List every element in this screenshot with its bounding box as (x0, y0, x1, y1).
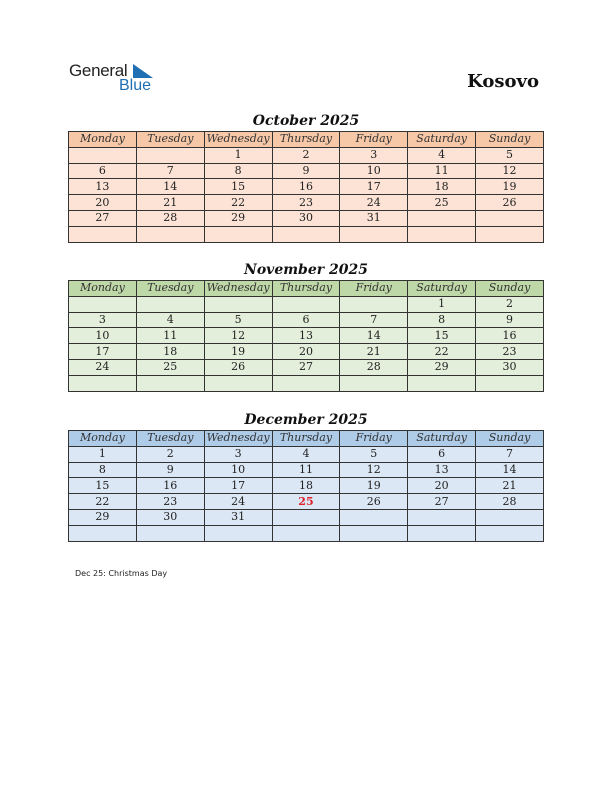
day-cell: 2 (272, 147, 340, 163)
day-cell (69, 296, 137, 312)
day-cell (204, 525, 272, 541)
day-cell: 25 (408, 195, 476, 211)
general-blue-logo (69, 60, 169, 96)
day-cell: 31 (204, 509, 272, 525)
week-row (69, 195, 544, 211)
week-row (69, 344, 544, 360)
day-cell: 18 (272, 478, 340, 494)
day-cell: 1 (408, 296, 476, 312)
day-cell: 1 (204, 147, 272, 163)
logo-text-blue: Blue (119, 77, 152, 94)
day-cell: 10 (340, 163, 408, 179)
week-row (69, 359, 544, 375)
day-cell: 5 (204, 312, 272, 328)
day-cell: 12 (204, 328, 272, 344)
weekday-header: Monday (69, 431, 137, 447)
day-cell (136, 226, 204, 242)
weekday-header: Sunday (476, 281, 544, 297)
day-cell (136, 147, 204, 163)
weekday-header: Thursday (272, 431, 340, 447)
day-cell (69, 525, 137, 541)
weekday-header-row (69, 431, 544, 447)
day-cell: 17 (340, 179, 408, 195)
day-cell: 14 (476, 462, 544, 478)
calendar-table (68, 280, 544, 392)
weekday-header-row (69, 281, 544, 297)
day-cell: 5 (476, 147, 544, 163)
day-cell: 3 (340, 147, 408, 163)
day-cell: 28 (340, 359, 408, 375)
week-row (69, 296, 544, 312)
day-cell (69, 147, 137, 163)
weekday-header: Sunday (476, 132, 544, 148)
day-cell: 6 (272, 312, 340, 328)
day-cell: 16 (272, 179, 340, 195)
month-calendar-december (68, 410, 544, 542)
day-cell: 26 (204, 359, 272, 375)
day-cell (340, 509, 408, 525)
day-cell: 26 (340, 494, 408, 510)
day-cell: 7 (136, 163, 204, 179)
day-cell: 4 (272, 446, 340, 462)
day-cell: 30 (476, 359, 544, 375)
day-cell: 10 (69, 328, 137, 344)
day-cell: 22 (408, 344, 476, 360)
day-cell: 18 (136, 344, 204, 360)
weekday-header: Tuesday (136, 281, 204, 297)
day-cell: 23 (272, 195, 340, 211)
day-cell (136, 525, 204, 541)
day-cell: 5 (340, 446, 408, 462)
day-cell: 3 (69, 312, 137, 328)
day-cell (69, 375, 137, 391)
day-cell (476, 509, 544, 525)
week-row (69, 147, 544, 163)
day-cell: 31 (340, 210, 408, 226)
day-cell (272, 509, 340, 525)
day-cell: 30 (272, 210, 340, 226)
weekday-header: Thursday (272, 281, 340, 297)
week-row (69, 509, 544, 525)
week-row (69, 312, 544, 328)
day-cell (272, 525, 340, 541)
day-cell: 17 (69, 344, 137, 360)
week-row (69, 446, 544, 462)
day-cell: 23 (136, 494, 204, 510)
day-cell (340, 296, 408, 312)
day-cell (408, 226, 476, 242)
day-cell: 14 (136, 179, 204, 195)
day-cell: 21 (476, 478, 544, 494)
month-calendar-october (68, 111, 544, 243)
logo-triangle-icon (133, 64, 153, 78)
day-cell: 11 (136, 328, 204, 344)
weekday-header: Thursday (272, 132, 340, 148)
day-cell (476, 375, 544, 391)
week-row (69, 163, 544, 179)
month-title: November 2025 (244, 262, 368, 278)
day-cell: 30 (136, 509, 204, 525)
day-cell: 20 (408, 478, 476, 494)
day-cell: 13 (69, 179, 137, 195)
day-cell (136, 375, 204, 391)
day-cell: 15 (69, 478, 137, 494)
day-cell: 29 (69, 509, 137, 525)
day-cell: 4 (408, 147, 476, 163)
day-cell: 8 (204, 163, 272, 179)
month-title: October 2025 (252, 113, 360, 129)
day-cell (408, 375, 476, 391)
day-cell (204, 296, 272, 312)
day-cell (136, 296, 204, 312)
week-row (69, 525, 544, 541)
day-cell: 16 (476, 328, 544, 344)
holiday-note: Dec 25: Christmas Day (75, 569, 168, 578)
day-cell: 28 (136, 210, 204, 226)
weekday-header: Friday (340, 281, 408, 297)
day-cell: 18 (408, 179, 476, 195)
calendar-table (68, 430, 544, 542)
month-title: December 2025 (244, 412, 368, 428)
week-row (69, 226, 544, 242)
month-calendar-november (68, 260, 544, 392)
day-cell (272, 296, 340, 312)
day-cell: 27 (408, 494, 476, 510)
day-cell: 27 (69, 210, 137, 226)
day-cell: 19 (204, 344, 272, 360)
day-cell: 6 (69, 163, 137, 179)
weekday-header: Saturday (408, 281, 476, 297)
day-cell: 17 (204, 478, 272, 494)
day-cell: 9 (476, 312, 544, 328)
holiday-day-cell: 25 (272, 494, 340, 510)
weekday-header: Wednesday (204, 132, 272, 148)
week-row (69, 328, 544, 344)
weekday-header: Saturday (408, 431, 476, 447)
day-cell: 23 (476, 344, 544, 360)
weekday-header: Friday (340, 431, 408, 447)
day-cell: 24 (204, 494, 272, 510)
weekday-header: Sunday (476, 431, 544, 447)
day-cell: 9 (136, 462, 204, 478)
day-cell (69, 226, 137, 242)
day-cell: 2 (136, 446, 204, 462)
day-cell (272, 375, 340, 391)
day-cell (408, 509, 476, 525)
day-cell: 19 (476, 179, 544, 195)
day-cell: 21 (340, 344, 408, 360)
day-cell: 24 (340, 195, 408, 211)
country-title: Kosovo (467, 71, 539, 92)
weekday-header-row (69, 132, 544, 148)
day-cell: 26 (476, 195, 544, 211)
week-row (69, 179, 544, 195)
day-cell: 4 (136, 312, 204, 328)
day-cell: 11 (408, 163, 476, 179)
day-cell (204, 226, 272, 242)
day-cell (408, 210, 476, 226)
day-cell: 20 (69, 195, 137, 211)
day-cell: 15 (408, 328, 476, 344)
day-cell: 15 (204, 179, 272, 195)
day-cell (408, 525, 476, 541)
day-cell: 10 (204, 462, 272, 478)
day-cell: 27 (272, 359, 340, 375)
day-cell: 24 (69, 359, 137, 375)
logo-text-general: General (69, 61, 128, 80)
day-cell: 19 (340, 478, 408, 494)
weekday-header: Wednesday (204, 281, 272, 297)
day-cell: 12 (340, 462, 408, 478)
day-cell: 1 (69, 446, 137, 462)
week-row (69, 210, 544, 226)
day-cell: 14 (340, 328, 408, 344)
weekday-header: Saturday (408, 132, 476, 148)
weekday-header: Tuesday (136, 431, 204, 447)
day-cell: 28 (476, 494, 544, 510)
calendar-table (68, 131, 544, 243)
weekday-header: Friday (340, 132, 408, 148)
day-cell (272, 226, 340, 242)
day-cell: 20 (272, 344, 340, 360)
weekday-header: Monday (69, 281, 137, 297)
day-cell (476, 525, 544, 541)
week-row (69, 375, 544, 391)
day-cell: 8 (69, 462, 137, 478)
day-cell (476, 210, 544, 226)
day-cell: 7 (476, 446, 544, 462)
weekday-header: Monday (69, 132, 137, 148)
day-cell: 11 (272, 462, 340, 478)
day-cell: 29 (408, 359, 476, 375)
day-cell (204, 375, 272, 391)
day-cell: 13 (272, 328, 340, 344)
day-cell: 7 (340, 312, 408, 328)
day-cell: 13 (408, 462, 476, 478)
day-cell: 29 (204, 210, 272, 226)
day-cell: 3 (204, 446, 272, 462)
week-row (69, 478, 544, 494)
holiday-notes (75, 569, 167, 578)
day-cell: 21 (136, 195, 204, 211)
day-cell: 16 (136, 478, 204, 494)
week-row (69, 494, 544, 510)
week-row (69, 462, 544, 478)
day-cell: 22 (69, 494, 137, 510)
day-cell: 22 (204, 195, 272, 211)
day-cell (340, 226, 408, 242)
weekday-header: Wednesday (204, 431, 272, 447)
day-cell: 6 (408, 446, 476, 462)
day-cell: 9 (272, 163, 340, 179)
day-cell (340, 525, 408, 541)
day-cell (476, 226, 544, 242)
day-cell: 2 (476, 296, 544, 312)
day-cell: 25 (136, 359, 204, 375)
day-cell: 8 (408, 312, 476, 328)
day-cell: 12 (476, 163, 544, 179)
day-cell (340, 375, 408, 391)
weekday-header: Tuesday (136, 132, 204, 148)
